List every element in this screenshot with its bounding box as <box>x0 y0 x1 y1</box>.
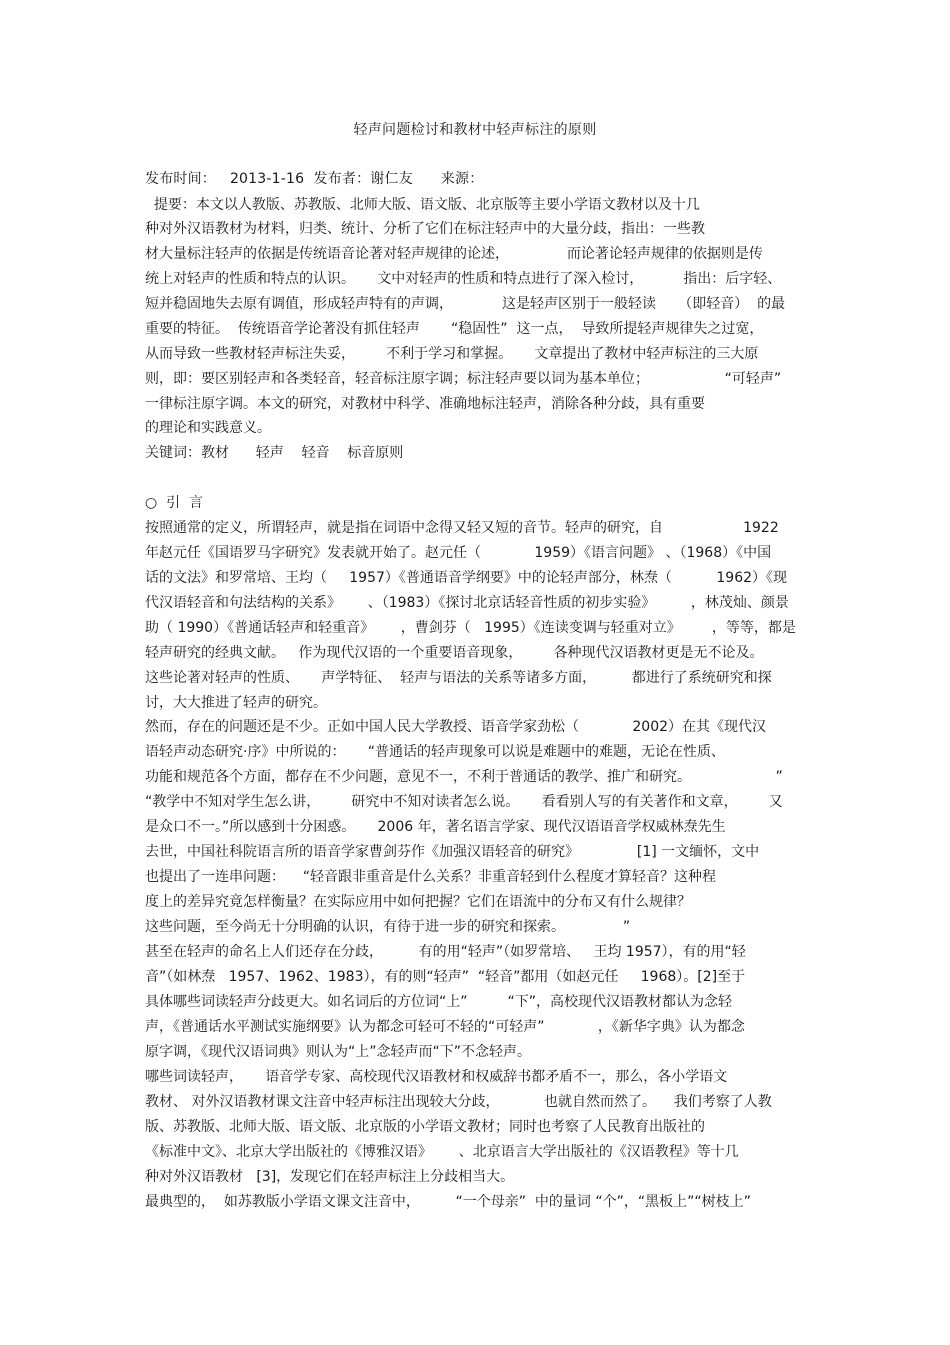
body-line: 具体哪些词读轻声分歧更大。如名词后的方位词“上” “下”，高校现代汉语教材都认为念轻 <box>145 994 733 1010</box>
body-line: 助（ 1990）《普通话轻声和轻重音》 ，曹剑芬（ 1995）《连读变调与轻重对立》 ，等等，都是 <box>145 620 796 636</box>
abstract-line: 统上对轻声的性质和特点的认识。 文中对轻声的性质和特点进行了深入检讨， 指出：后字轻、 <box>145 271 782 287</box>
body-line: 讨，大大推进了轻声的研究。 <box>145 695 327 711</box>
keywords: 关键词：教材 轻声 轻音 标音原则 <box>145 445 404 461</box>
body-line: 代汉语轻音和句法结构的关系》 、（1983）《探讨北京话轻音性质的初步实验》 ，林茂灿、颜景 <box>145 595 789 611</box>
body-line: 《标准中文》、北京大学出版社的《博雅汉语》 、北京语言大学出版社的《汉语教程》等十几 <box>145 1144 739 1160</box>
body-line: 音”（如林焘 1957、1962、1983），有的则“轻声” “轻音”都用（如赵元任 1968）。[2]至于 <box>145 969 746 985</box>
body-line: “教学中不知对学生怎么讲， 研究中不知对读者怎么说。 看看别人写的有关著作和文章， 又 <box>145 794 783 810</box>
body-line: 年赵元任《国语罗马字研究》发表就开始了。赵元任（ 1959）《语言问题》 、（1968）《中国 <box>145 545 772 561</box>
body-line: 最典型的， 如苏教版小学语文课文注音中， “一个母亲” 中的量词 “个”，“黑板上”“树枝上” <box>145 1194 751 1210</box>
body-line: 声，《普通话水平测试实施纲要》认为都念可轻可不轻的“可轻声” ，《新华字典》认为都念 <box>145 1019 745 1035</box>
body-line: 这些问题，至今尚无十分明确的认识，有待于进一步的研究和探索。 ” <box>145 919 631 935</box>
body-line: 教材、 对外汉语教材课文注音中轻声标注出现较大分歧， 也就自然而然了。 我们考察了人教 <box>145 1094 772 1110</box>
body-line: 按照通常的定义，所谓轻声，就是指在词语中念得又轻又短的音节。轻声的研究，自 1922 <box>145 520 779 536</box>
body-line: 然而，存在的问题还是不少。正如中国人民大学教授、语音学家劲松（ 2002）在其《现代汉 <box>145 719 767 735</box>
abstract-line: 从而导致一些教材轻声标注失妥， 不利于学习和掌握。 文章提出了教材中轻声标注的三大原 <box>145 346 759 362</box>
body-line: 轻声研究的经典文献。 作为现代汉语的一个重要语音现象， 各种现代汉语教材更是无不论及。 <box>145 645 764 661</box>
abstract-line: 重要的特征。 传统语音学论著没有抓住轻声 “稳固性” 这一点， 导致所提轻声规律失之过宽， <box>145 321 764 337</box>
article-title: 轻声问题检讨和教材中轻声标注的原则 <box>353 122 597 138</box>
body-line: 这些论著对轻声的性质、 声学特征、 轻声与语法的关系等诸多方面， 都进行了系统研究和探 <box>145 670 772 686</box>
body-line: 去世，中国社科院语言所的语音学家曹剑芬作《加强汉语轻音的研究》 [1] 一文缅怀，文中 <box>145 844 760 860</box>
abstract-line: 种对外汉语教材为材料，归类、统计、分析了它们在标注轻声中的大量分歧，指出：一些教 <box>145 221 705 237</box>
abstract-line: 提要：本文以人教版、苏教版、北师大版、语文版、北京版等主要小学语文教材以及十几 <box>145 197 700 213</box>
body-line: 甚至在轻声的命名上人们还存在分歧， 有的用“轻声”（如罗常培、 王均 1957），有的用“轻 <box>145 944 746 960</box>
abstract-line: 材大量标注轻声的依据是传统语音论著对轻声规律的论述， 而论著论轻声规律的依据则是传 <box>145 246 763 262</box>
publish-meta: 发布时间： 2013-1-16 发布者：谢仁友 来源： <box>145 171 484 187</box>
body-line: 哪些词读轻声， 语音学专家、高校现代汉语教材和权威辞书都矛盾不一，那么，各小学语文 <box>145 1069 728 1085</box>
abstract-line: 的理论和实践意义。 <box>145 420 271 436</box>
body-line: 是众口不一。”所以感到十分困惑。 2006 年，著名语言学家、现代汉语语音学权威林焘先生 <box>145 819 726 835</box>
body-line: 功能和规范各个方面，都存在不少问题，意见不一，不利于普通话的教学、推广和研究。 ” <box>145 769 783 785</box>
body-line: 也提出了一连串问题： “轻音跟非重音是什么关系？非重音轻到什么程度才算轻音？这种程 <box>145 869 717 885</box>
abstract-line: 则，即：要区别轻声和各类轻音，轻音标注原字调；标注轻声要以词为基本单位； “可轻声” <box>145 371 782 387</box>
body-line: 话的文法》和罗常培、王均（ 1957）《普通语音学纲要》中的论轻声部分，林焘（ 1962）《现 <box>145 570 788 586</box>
abstract-line: 一律标注原字调。本文的研究，对教材中科学、准确地标注轻声，消除各种分歧，具有重要 <box>145 396 705 412</box>
section-heading: ○ 引 言 <box>145 495 204 511</box>
abstract-line: 短并稳固地失去原有调值，形成轻声特有的声调， 这是轻声区别于一般轻读 （即轻音） 的最 <box>145 296 786 312</box>
body-line: 种对外汉语教材 [3]，发现它们在轻声标注上分歧相当大。 <box>145 1169 515 1185</box>
body-line: 原字调，《现代汉语词典》则认为“上”念轻声而“下”不念轻声。 <box>145 1044 532 1060</box>
body-line: 版、苏教版、北师大版、语文版、北京版的小学语文教材；同时也考察了人民教育出版社的 <box>145 1119 705 1135</box>
body-line: 语轻声动态研究·序》中所说的： “普通话的轻声现象可以说是难题中的难题，无论在性质、 <box>145 744 725 760</box>
body-line: 度上的差异究竟怎样衡量？在实际应用中如何把握？它们在语流中的分布又有什么规律？ <box>145 894 691 910</box>
